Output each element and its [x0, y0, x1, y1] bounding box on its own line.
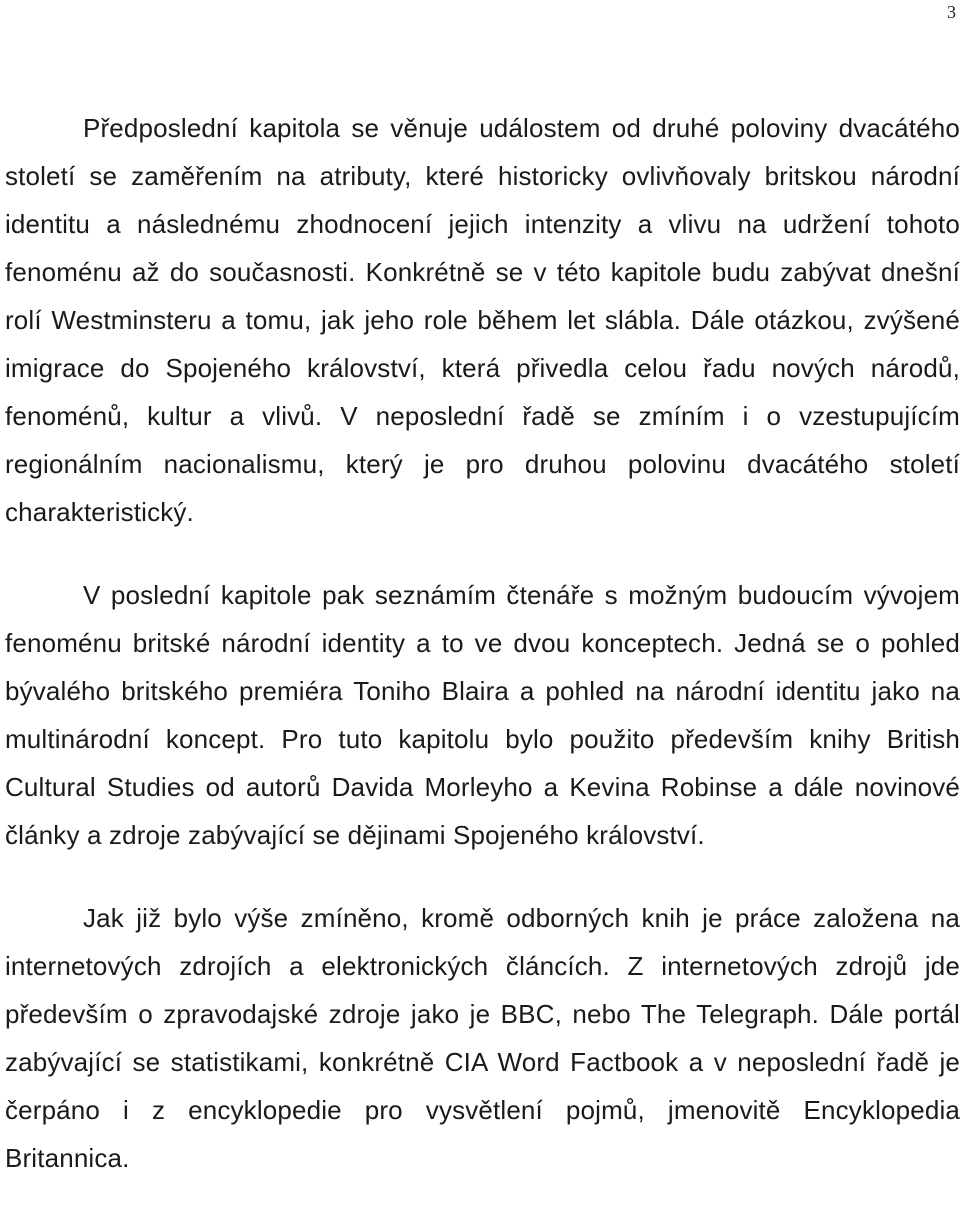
paragraph-sources: Jak již bylo výše zmíněno, kromě odborných knih je práce založena na internetových zdrojích a elektronických článcích. Z internetových zdrojů jde především o zpravodajské zdroje jako je BBC, nebo The Telegraph. Dále portál zabývající se statistikami, konkrétně CIA Word Factbook a v neposlední řadě je čerpáno i z encyklopedie pro vysvětlení pojmů, jmenovitě Encyklopedia Britannica.	[5, 903, 960, 1173]
paragraph-last-chapter: V poslední kapitole pak seznámím čtenáře s možným budoucím vývojem fenoménu britské národní identity a to ve dvou konceptech. Jedná se o pohled bývalého britského premiéra Toniho Blaira a pohled na národní identitu jako na multinárodní koncept. Pro tuto kapitolu bylo použito především knihy British Cultural Studies od autorů Davida Morleyho a Kevina Robinse a dále novinové články a zdroje zabývající se dějinami Spojeného království.	[5, 580, 960, 850]
document-body	[5, 104, 960, 1217]
paragraph-chapter-overview: Předposlední kapitola se věnuje událostem od druhé poloviny dvacátého století se zaměřením na atributy, které historicky ovlivňovaly britskou národní identitu a následnému zhodnocení jejich intenzity a vlivu na udržení tohoto fenoménu až do současnosti. Konkrétně se v této kapitole budu zabývat dnešní rolí Westminsteru a tomu, jak jeho role během let slábla. Dále otázkou, zvýšené imigrace do Spojeného království, která přivedla celou řadu nových národů, fenoménů, kultur a vlivů. V neposlední řadě se zmíním i o vzestupujícím regionálním nacionalismu, který je pro druhou polovinu dvacátého století charakteristický.	[5, 113, 960, 527]
page-number: 3	[947, 2, 956, 22]
